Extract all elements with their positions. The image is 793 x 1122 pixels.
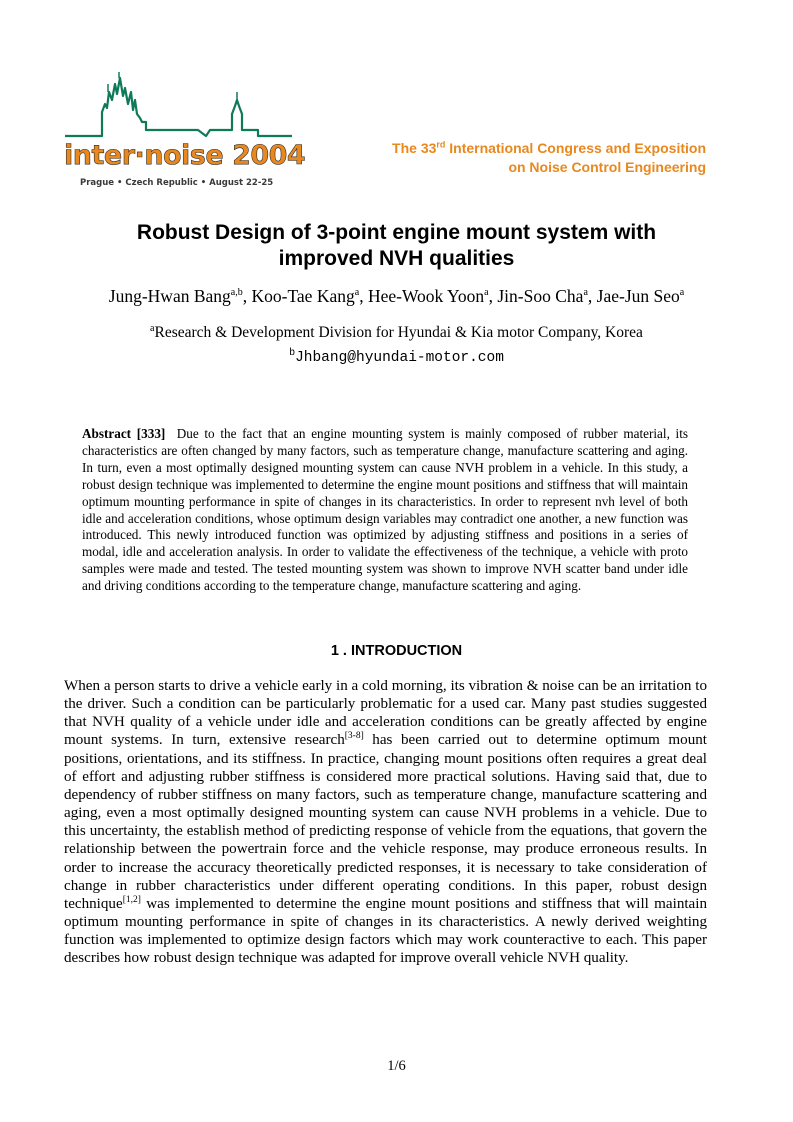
author: Jae-Jun Seo$^a$ [596, 286, 685, 306]
prague-skyline-graphic [62, 70, 294, 140]
abstract [82, 426, 688, 595]
title-line-2: improved NVH qualities [278, 247, 515, 270]
abstract-text: Due to the fact that an engine mounting system is mainly composed of rubber material, its characteristics are often changed by many factors, such as temperature change, manufacture scattering and aging. In turn, even a most optimally designed mounting system can cause NVH problem in a vehicle. In this study, a robust design technique was implemented to determine the engine mount positions and stiffness that will maintain optimum mounting performance in spite of changes in its characteristics. In order to represent nvh level of both idle and acceleration conditions, whose optimum design variables may contradict one another, a new function was introduced. This newly introduced function was optimized by adjusting stiffness and positions in a series of modal, idle and acceleration analysis. In order to validate the effectiveness of the technique, a vehicle with proto samples were made and tested. The tested mounting system was shown to improve NVH scatter band under idle and driving conditions according to the temperature change, manufacture scattering and aging. [82, 426, 689, 594]
page-number: 1/6 [387, 1058, 406, 1074]
congress-header [392, 139, 706, 177]
author-list [40, 286, 753, 307]
conference-logo [62, 70, 306, 192]
author: Jin-Soo Cha$^a$, [497, 286, 597, 306]
abstract-label: Abstract [333] [82, 426, 166, 441]
author: Koo-Tae Kang$^a$, [251, 286, 368, 306]
paper-title [60, 220, 733, 272]
section-heading: 1 . INTRODUCTION [330, 643, 463, 659]
author-email: $^b$Jhbang@hyundai-motor.com [289, 348, 504, 366]
citation: [1,2] [122, 894, 141, 905]
introduction-body: When a person starts to drive a vehicle early in a cold morning, its vibration & noise can be an irritation to the driver. Such a condition can be particularly problematic for a used car. Many past studies suggested that NVH quality of a vehicle under idle and acceleration conditions can be greatly affected by engine mount systems. In turn, extensive research[3-8] has been carried out to determine optimum mount positions, orientations, and its stiffness. In practice, changing mount positions often requires a great deal of effort and adjusting rubber stiffness is considered more practical solutions. Having said that, due to dependency of rubber stiffness on many factors, such as temperature change, manufacture scattering and aging, even a most optimally designed mounting system can cause NVH problems in a vehicle. Due to this uncertainty, the establish method of predicting response of vehicle from the equations, that govern the relationship between the powertrain force and the vehicle response, may produce erroneous results. In order to increase the accuracy theoretically predicted responses, it is necessary to take consideration of change in rubber characteristics under different operating conditions. In this paper, robust design technique[1,2] was implemented to determine the engine mount positions and stiffness that will maintain optimum mounting performance in spite of changes in its characteristics. A newly derived weighting function was implemented to optimize design factors which may work counteractive to each. This paper describes how robust design technique was adapted for improve overall vehicle NVH quality. [64, 678, 707, 967]
title-line-1: Robust Design of 3-point engine mount system with [136, 221, 657, 244]
congress-line-2: on Noise Control Engineering [508, 159, 706, 175]
logo-brand-text: inter·noise 2004 [64, 140, 306, 171]
author: Jung-Hwan Bang$^{a,b}$, [108, 286, 252, 306]
citation: [3-8] [344, 731, 364, 742]
author: Hee-Wook Yoon$^a$, [367, 286, 498, 306]
logo-location-date: Prague • Czech Republic • August 22-25 [80, 178, 274, 188]
affiliation: $^a$Research & Development Division for Hyundai & Kia motor Company, Korea [150, 323, 643, 342]
congress-line-1: The 33rd International Congress and Exposition [392, 139, 706, 156]
